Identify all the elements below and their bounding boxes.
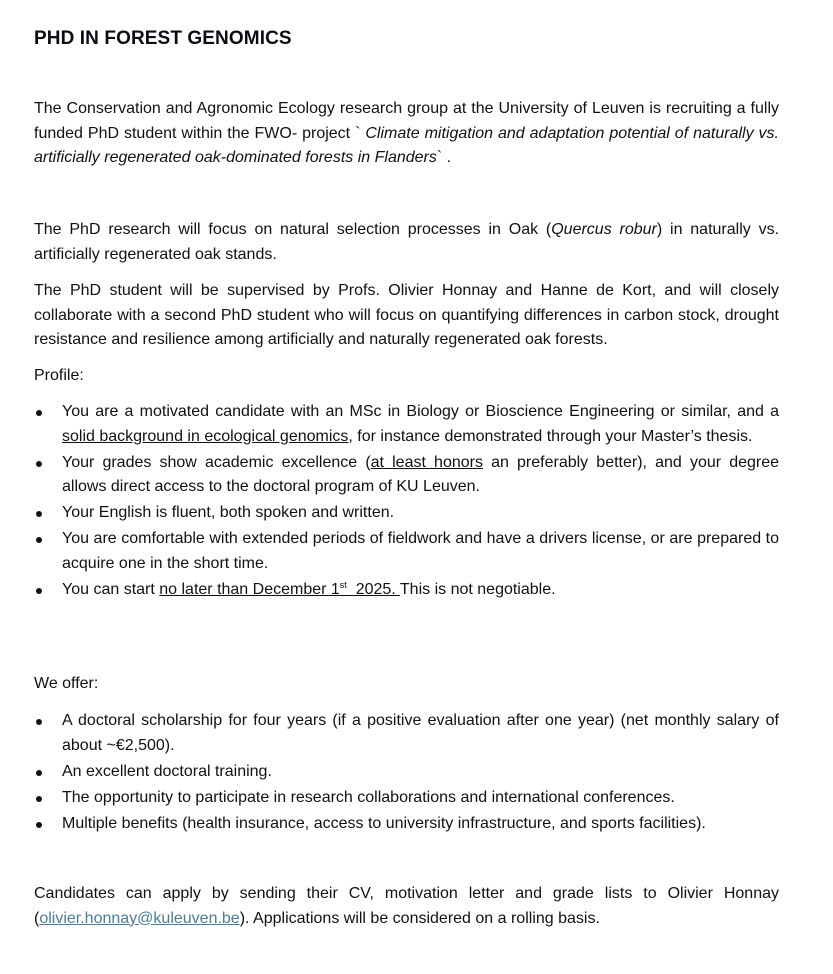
research-text-end: ) in naturally vs. artificially regenerated oak stands. bbox=[34, 221, 780, 263]
profile-item bbox=[34, 527, 779, 576]
item-text: an preferably better), and your degree allows direct access to the doctoral program of KU Leuven. bbox=[62, 453, 780, 495]
research-text: The PhD research will focus on natural selection processes in Oak ( bbox=[34, 221, 552, 238]
apply-text-end: ). Applications will be considered on a rolling basis. bbox=[239, 909, 600, 927]
supervision-paragraph: The PhD student will be supervised by Profs. Olivier Honnay and Hanne de Kort, and will closely collaborate with a second PhD student who will focus on quantifying differences in carbon stock, drought resistance and resilience among artificially and naturally regenerated oak forests. bbox=[34, 282, 779, 348]
underlined-text: at least honors bbox=[370, 453, 483, 471]
offer-item: The opportunity to participate in research collaborations and international conferences. bbox=[34, 786, 779, 811]
offer-item: Multiple benefits (health insurance, access to university infrastructure, and sports facilities). bbox=[34, 812, 779, 837]
profile-item bbox=[34, 501, 779, 526]
deadline-year: 2025. bbox=[346, 580, 400, 598]
intro-paragraph bbox=[34, 97, 779, 171]
ordinal-suffix: st bbox=[339, 579, 347, 590]
profile-item bbox=[34, 451, 779, 500]
offer-heading: We offer: bbox=[34, 675, 99, 692]
underlined-text: solid background in ecological genomics bbox=[62, 427, 349, 445]
research-paragraph bbox=[34, 218, 779, 267]
profile-item bbox=[34, 400, 779, 449]
project-title: Climate mitigation and adaptation potential of naturally vs. artificially regenerated oak-dominated forests in Flanders bbox=[34, 124, 779, 166]
offer-list bbox=[34, 709, 779, 838]
item-text: , for instance demonstrated through your Master’s thesis. bbox=[348, 427, 753, 445]
deadline-text: no later than December 1 bbox=[159, 580, 340, 598]
intro-text: The Conservation and Agronomic Ecology research group at the University of Leuven is recruiting a fully funded PhD student within the FWO- project ` bbox=[34, 100, 779, 142]
apply-paragraph bbox=[34, 882, 779, 931]
item-text: Your grades show academic excellence ( bbox=[62, 453, 371, 471]
item-text: This is not negotiable. bbox=[399, 580, 556, 598]
species-name: Quercus robur bbox=[551, 221, 657, 238]
underlined-text bbox=[159, 581, 400, 598]
item-text: You are comfortable with extended periods of fieldwork and have a drivers license, or are prepared to acquire one in the short time. bbox=[62, 530, 779, 572]
apply-text: Candidates can apply by sending their CV, motivation letter and grade lists to Olivier Honnay ( bbox=[34, 885, 779, 927]
item-text: You are a motivated candidate with an MSc in Biology or Bioscience Engineering or similar, and a bbox=[62, 403, 779, 420]
intro-text-end: ` . bbox=[436, 149, 452, 166]
profile-list bbox=[34, 400, 779, 604]
item-text: You can start bbox=[62, 580, 160, 598]
offer-item: An excellent doctoral training. bbox=[34, 760, 779, 785]
email-link[interactable]: olivier.honnay@kuleuven.be bbox=[39, 909, 240, 927]
item-text: Your English is fluent, both spoken and written. bbox=[62, 504, 395, 521]
profile-heading: Profile: bbox=[34, 367, 84, 384]
page-title: PHD IN FOREST GENOMICS bbox=[34, 28, 292, 49]
offer-item: A doctoral scholarship for four years (if a positive evaluation after one year) (net monthly salary of about ~€2,500). bbox=[34, 709, 779, 758]
profile-item bbox=[34, 578, 779, 603]
